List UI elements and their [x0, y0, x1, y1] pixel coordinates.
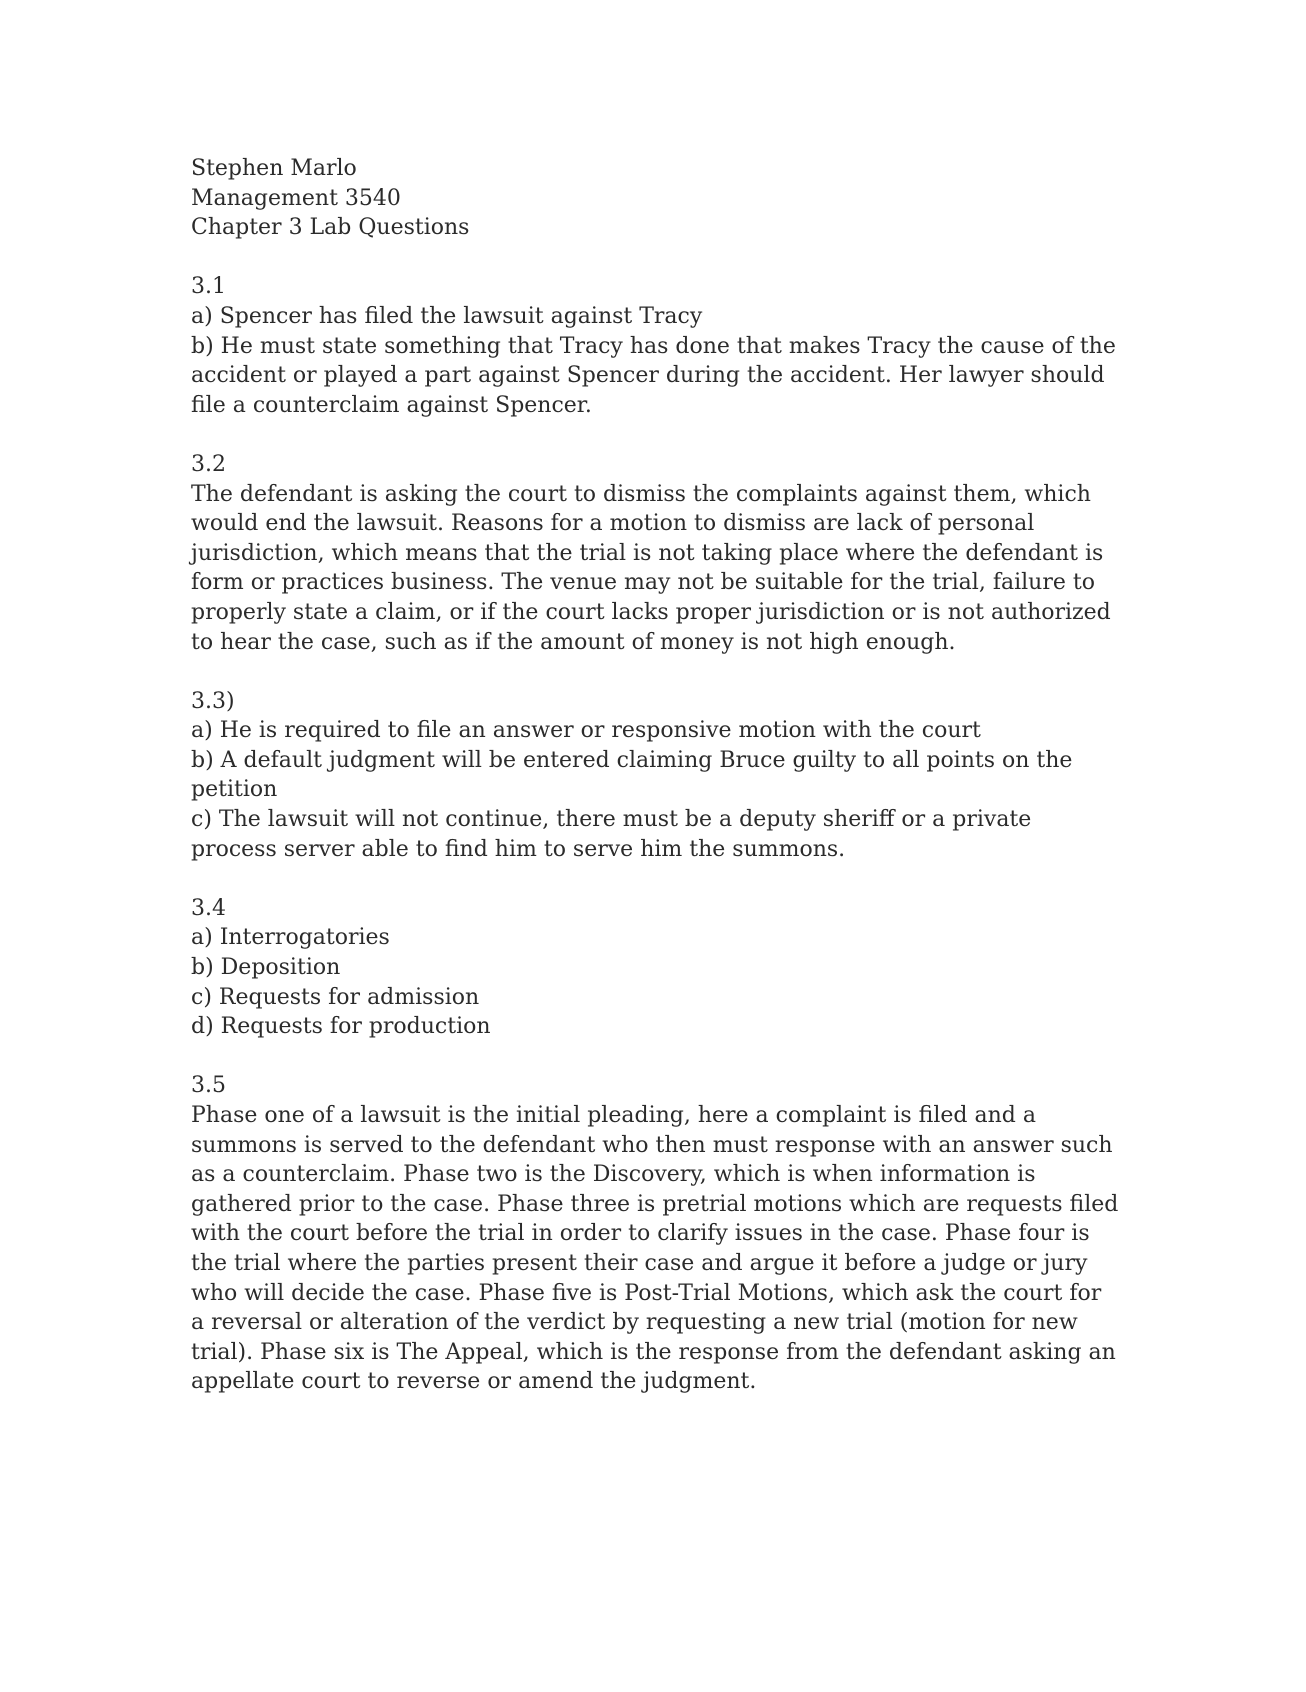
answer-line: c) Requests for admission	[191, 984, 480, 1010]
section-number: 3.2	[191, 451, 226, 477]
course-name: Management 3540	[191, 185, 401, 211]
section-number: 3.4	[191, 895, 226, 921]
document-body	[191, 154, 1121, 1427]
answer-line: c) The lawsuit will not continue, there must be a deputy sheriff or a private process server able to find him to serve him the summons.	[191, 807, 1032, 862]
section-3-2	[191, 450, 1121, 657]
section-3-4	[191, 894, 1121, 1042]
answer-paragraph: The defendant is asking the court to dismiss the complaints against them, which would end the lawsuit. Reasons for a motion to dismiss are lack of personal jurisdiction, which means that the trial is not taking place where the defendant is form or practices business. The venue may not be suitable for the trial, failure to properly state a claim, or if the court lacks proper jurisdiction or is not authorized to hear the case, such as if the amount of money is not high enough.	[191, 481, 1111, 655]
answer-line: b) A default judgment will be entered claiming Bruce guilty to all points on the petition	[191, 747, 1073, 803]
answer-line: b) Deposition	[191, 955, 341, 981]
section-number: 3.1	[191, 274, 226, 300]
document-header	[191, 154, 1121, 243]
author-name: Stephen Marlo	[191, 156, 357, 181]
answer-line: d) Requests for production	[191, 1014, 491, 1040]
answer-line: b) He must state something that Tracy has done that makes Tracy the cause of the accident or played a part against Spencer during the accident. Her lawyer should file a counterclaim against Spencer.	[191, 333, 1116, 418]
section-number: 3.5	[191, 1073, 226, 1099]
answer-line: a) He is required to file an answer or responsive motion with the court	[191, 718, 981, 744]
answer-paragraph: Phase one of a lawsuit is the initial pleading, here a complaint is filed and a summons is served to the defendant who then must response with an answer such as a counterclaim. Phase two is the Discovery, which is when information is gathered prior to the case. Phase three is pretrial motions which are requests filed with the court before the trial in order to clarify issues in the case. Phase four is the trial where the parties present their case and argue it before a judge or jury who will decide the case. Phase five is Post-Trial Motions, which ask the court for a reversal or alteration of the verdict by requesting a new trial (motion for new trial). Phase six is The Appeal, which is the response from the defendant asking an appellate court to reverse or amend the judgment.	[191, 1103, 1119, 1395]
section-3-1	[191, 272, 1121, 420]
section-number: 3.3)	[191, 688, 235, 714]
answer-line: a) Spencer has filed the lawsuit against Tracy	[191, 303, 703, 329]
assignment-title: Chapter 3 Lab Questions	[191, 215, 470, 241]
answer-line: a) Interrogatories	[191, 925, 390, 951]
section-3-5	[191, 1071, 1121, 1397]
section-3-3	[191, 687, 1121, 865]
